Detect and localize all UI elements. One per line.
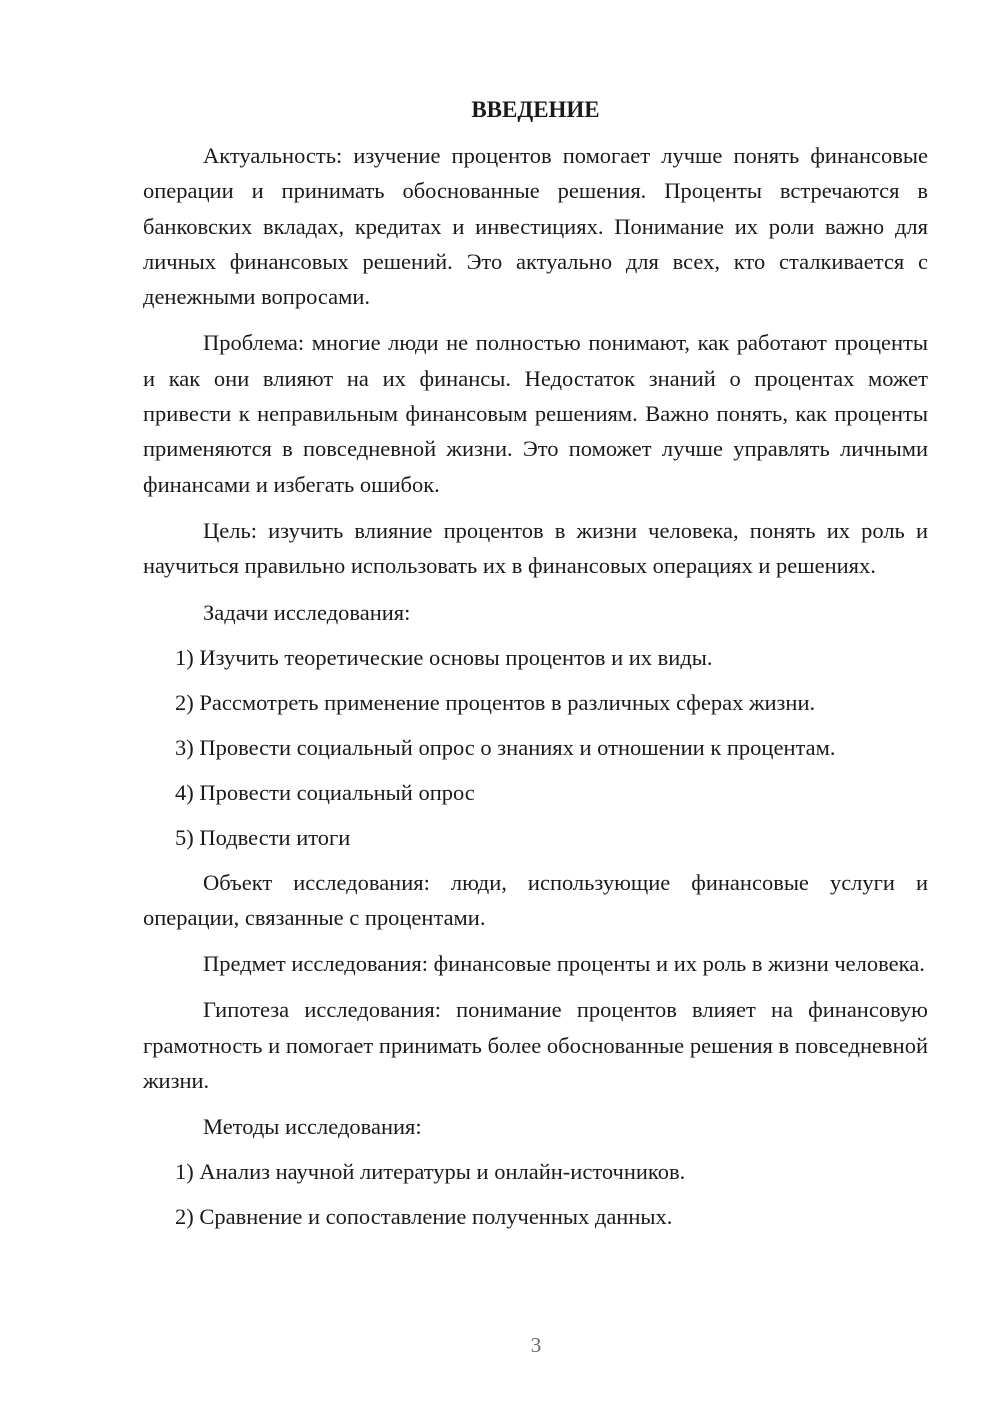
section-heading: ВВЕДЕНИЕ — [471, 97, 600, 122]
paragraph-object: Объект исследования: люди, использующие финансовые услуги и операции, связанные с процентами. — [143, 869, 928, 930]
paragraph-subject: Предмет исследования: финансовые проценты и их роль в жизни человека. — [203, 951, 925, 977]
task-item: 1) Изучить теоретические основы процентов и их виды. — [175, 644, 713, 670]
page-content — [143, 95, 928, 1244]
paragraph-relevance: Актуальность: изучение процентов помогает лучше понять финансовые операции и принимать обоснованные решения. Проценты встречаются в банковских вкладах, кредитах и инвестициях. Понимание их роли важно для личных финансовых решений. Это актуально для всех, кто сталкивается с денежными вопросами. — [143, 143, 928, 310]
page-number: 3 — [530, 1333, 542, 1357]
paragraph-goal: Цель: изучить влияние процентов в жизни человека, понять их роль и научиться правильно использовать их в финансовых операциях и решениях. — [143, 517, 928, 579]
method-item: 1) Анализ научной литературы и онлайн-источников. — [175, 1159, 686, 1185]
methods-title: Методы исследования: — [203, 1114, 422, 1140]
task-item: 2) Рассмотреть применение процентов в различных сферах жизни. — [175, 689, 816, 715]
task-item: 5) Подвести итоги — [175, 824, 351, 850]
tasks-title: Задачи исследования: — [203, 599, 411, 625]
method-item: 2) Сравнение и сопоставление полученных данных. — [175, 1204, 673, 1230]
paragraph-problem: Проблема: многие люди не полностью понимают, как работают проценты и как они влияют на их финансы. Недостаток знаний о процентах может привести к неправильным финансовым решениям. Важно понять, как проценты применяются в повседневной жизни. Это поможет лучше управлять личными финансами и избегать ошибок. — [143, 330, 928, 497]
task-item: 4) Провести социальный опрос — [175, 779, 475, 805]
task-item: 3) Провести социальный опрос о знаниях и отношении к процентам. — [175, 734, 836, 760]
paragraph-hypothesis: Гипотеза исследования: понимание процентов влияет на финансовую грамотность и помогает принимать более обоснованные решения в повседневной жизни. — [143, 997, 928, 1094]
